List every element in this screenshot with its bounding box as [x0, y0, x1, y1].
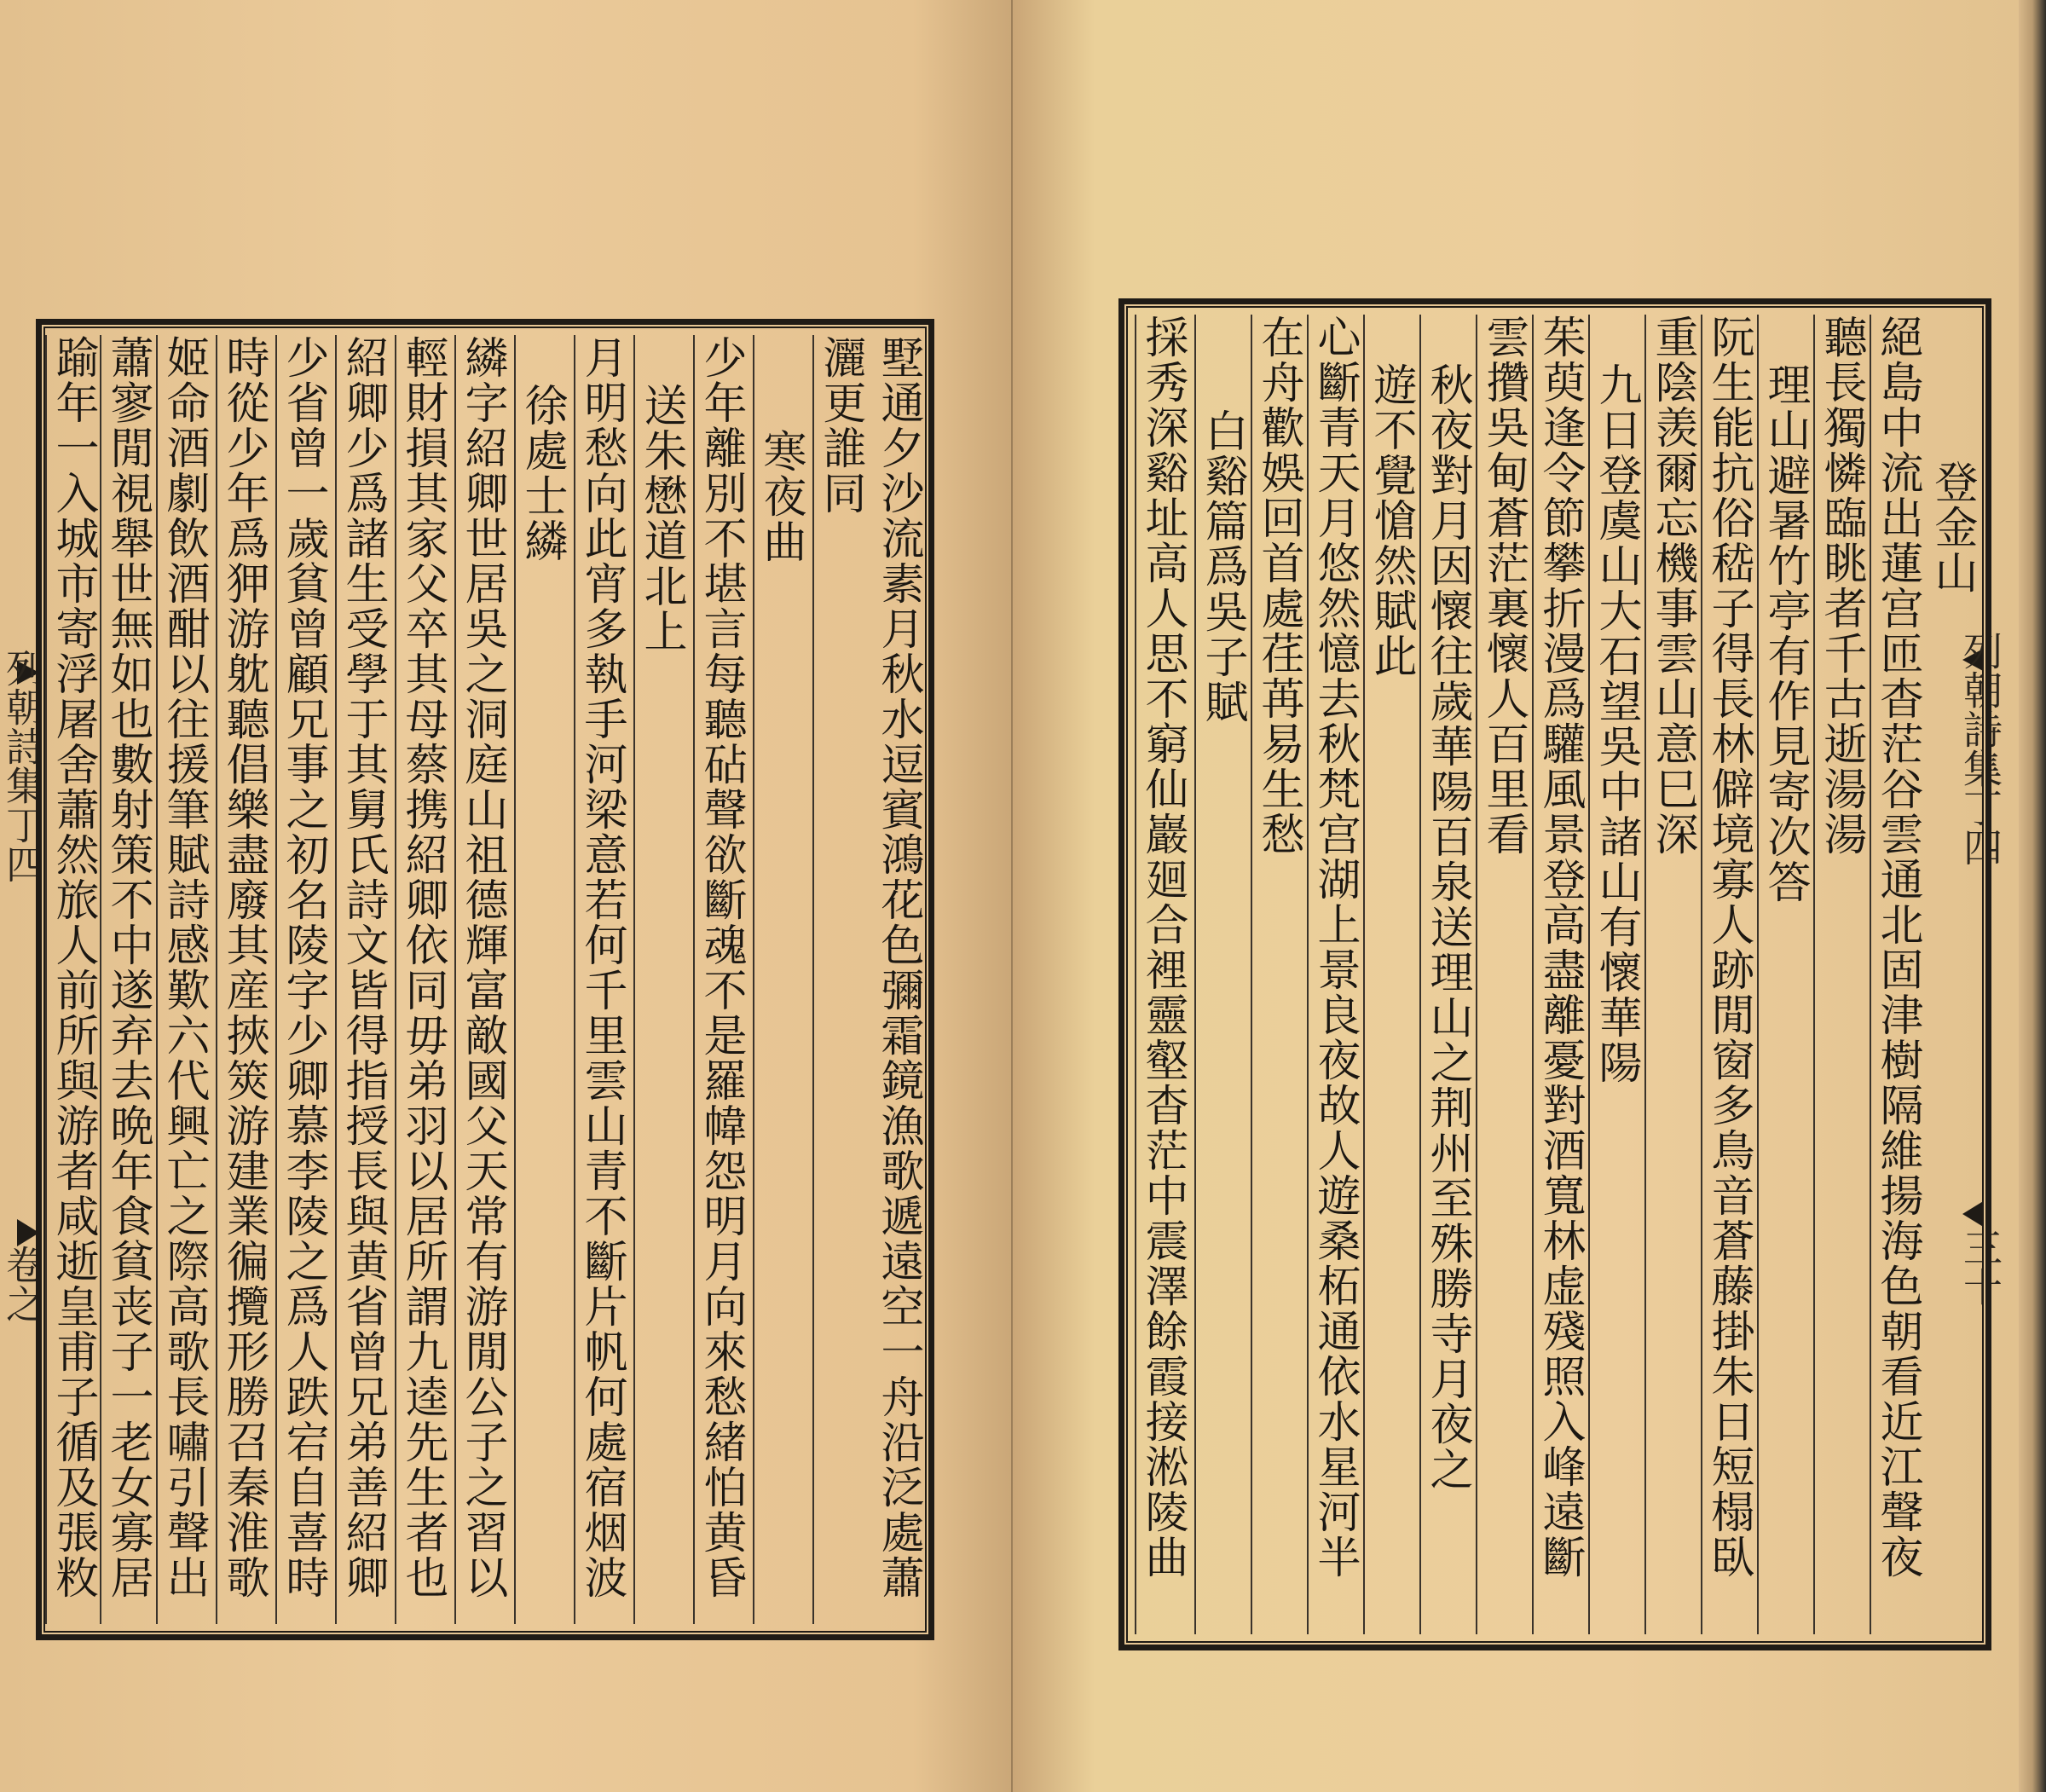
text-column: 繗字紹卿世居吳之洞庭山祖德輝富敵國父天常有游閒公子之習以	[454, 335, 507, 1624]
text-column: 紹卿少爲諸生受學于其舅氏詩文皆得指授長與黄省曾兄弟善紹卿	[335, 335, 388, 1624]
text-column: 蕭寥閒視舉世無如也數射策不中遂弃去晩年食貧丧子一老女寡居	[100, 335, 153, 1624]
poem-title: 理山避暑竹亭有作見寄次答	[1757, 315, 1810, 1634]
text-column: 踰年一入城市寄浮屠舍蕭然旅人前所與游者咸逝皇甫子循及張敉	[45, 335, 98, 1624]
left-margin-title: 列朝詩集丁四	[0, 648, 46, 883]
text-column: 心斷青天月悠然憶去秋梵宫湖上景良夜故人遊桑柘通依水星河半	[1307, 315, 1360, 1634]
text-column: 絕島中流出蓮宫匝杳茫谷雲通北固津樹隔維揚海色朝看近江聲夜	[1870, 315, 1922, 1634]
gutter-fold	[1011, 0, 1013, 1792]
text-column: 姬命酒劇飲酒酣以往援筆賦詩感歎六代興亡之際高歌長嘯引聲出	[156, 335, 209, 1624]
book-edge	[2019, 0, 2046, 1792]
left-text-frame	[36, 319, 934, 1640]
poem-title: 登金山	[1927, 460, 1977, 595]
poem-title: 遊不覺愴然賦此	[1363, 315, 1416, 1634]
poem-title: 秋夜對月因懷往歲華陽百泉送理山之荆州至殊勝寺月夜之	[1419, 315, 1472, 1634]
text-column: 聽長獨憐臨眺者千古逝湯湯	[1813, 315, 1866, 1634]
poem-title: 九日登虞山大石望吳中諸山有懷華陽	[1588, 315, 1641, 1634]
text-column: 茱萸逢令節攀折漫爲驩風景登高盡離憂對酒寬林虚殘照入峰遠斷	[1532, 315, 1585, 1634]
poem-title: 送朱懋道北上	[633, 335, 686, 1624]
text-column: 阮生能抗俗嵇子得長林僻境寡人跡閒窗多鳥音蒼藤掛朱日短榻臥	[1701, 315, 1754, 1634]
text-column: 灑更誰同	[812, 335, 865, 1624]
right-text-frame	[1118, 298, 1991, 1650]
text-column: 少省曾一歲貧曾顧兄事之初名陵字少卿慕李陵之爲人跌宕自喜時	[275, 335, 328, 1624]
right-margin-volume: 三十	[1957, 1228, 2003, 1306]
poem-title: 白谿篇爲吳子賦	[1194, 315, 1247, 1634]
text-column: 在舟歡娛回首處荏苒易生愁	[1251, 315, 1303, 1634]
text-column: 月明愁向此宵多執手河梁意若何千里雲山青不斷片帆何處宿烟波	[574, 335, 627, 1624]
left-margin-volume: 卷之	[0, 1245, 46, 1323]
text-column: 墅通夕沙流素月秋水逗賓鴻花色彌霜鏡漁歌遞遠空一舟沿泛處蕭	[873, 335, 923, 1600]
right-margin-title: 列朝詩集丁四	[1957, 631, 2003, 866]
text-column: 少年離別不堪言每聽砧聲欲斷魂不是羅幃怨明月向來愁緒怕黄昏	[693, 335, 746, 1624]
text-column: 輕財損其家父卒其母蔡携紹卿依同毋弟羽以居所謂九逵先生者也	[395, 335, 448, 1624]
text-column: 採秀深谿址高人思不窮仙巖廻合裡靈壑杳茫中震澤餘霞接淞陵曲	[1135, 315, 1188, 1634]
poem-title: 寒夜曲	[753, 335, 806, 1624]
author-heading: 徐處士繗	[514, 335, 567, 1624]
text-column: 雲攢吳甸蒼茫裏懷人百里看	[1476, 315, 1529, 1634]
text-column: 重陰羡爾忘機事雲山意巳深	[1644, 315, 1697, 1634]
text-column: 時從少年爲狎游躭聽倡樂盡廢其産挾筴游建業徧攬形勝召秦淮歌	[216, 335, 269, 1624]
